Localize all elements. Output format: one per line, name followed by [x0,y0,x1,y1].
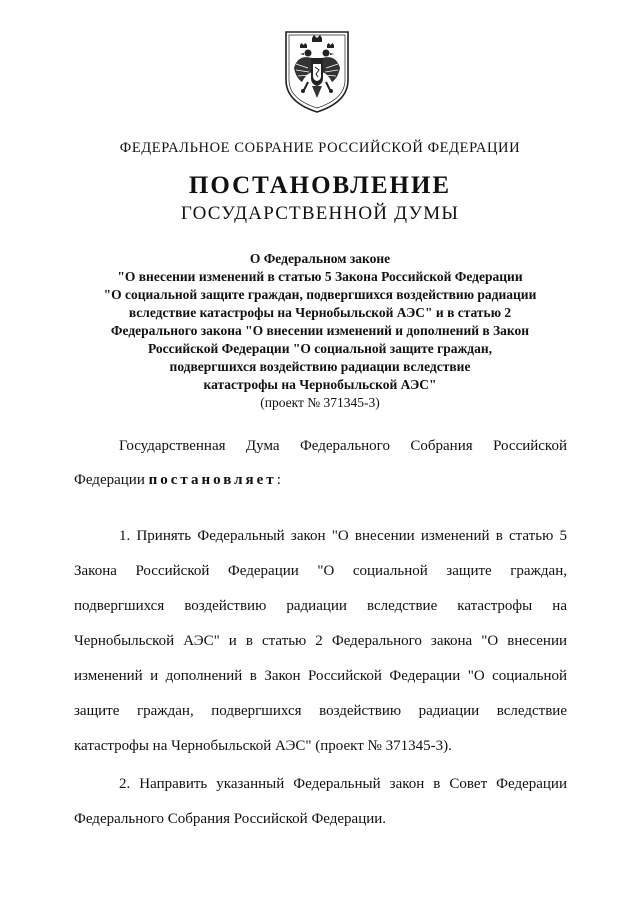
preamble-text: Федерации [74,472,149,488]
item-line: Закона Российской Федерации "О социальной защите граждан, [74,563,567,579]
document-subject [0,250,640,412]
colon: : [276,472,281,488]
preamble-line: Государственная Дума Федерального Собрания Российской [119,438,567,454]
item-line: Чернобыльской АЭС" и в статью 2 Федерального закона "О внесении [74,633,567,649]
document-issuer: ГОСУДАРСТВЕННОЙ ДУМЫ [180,203,460,224]
item-line: катастрофы на Чернобыльской АЭС" (проект № 371345-3). [74,738,452,754]
item-line: защите граждан, подвергшихся воздействию радиации вследствие [74,703,567,719]
item-line: подвергшихся воздействию радиации вследствие катастрофы на [74,598,567,614]
item-line: изменений и дополнений в Закон Российской Федерации "О социальной [74,668,567,684]
item-line: 1. Принять Федеральный закон "О внесении изменений в статью 5 [119,528,567,544]
subject-line: "О социальной защите граждан, подвергшихся воздействию радиации [103,287,537,302]
subject-line: "О внесении изменений в статью 5 Закона Российской Федерации [117,269,523,284]
item-line: 2. Направить указанный Федеральный закон в Совет Федерации [119,776,567,792]
russian-coat-of-arms-icon [282,28,352,114]
subject-line: О Федеральном законе [249,251,391,266]
subject-line: Российской Федерации "О социальной защите граждан, [147,341,493,356]
project-number: (проект № 371345-3) [260,395,380,410]
item-1 [74,528,567,758]
subject-line: Федерального закона "О внесении изменений и дополнений в Закон [110,323,530,338]
item-2 [74,776,567,831]
subject-line: катастрофы на Чернобыльской АЭС" [203,377,437,392]
subject-line: вследствие катастрофы на Чернобыльской АЭС" и в статью 2 [128,305,512,320]
subject-line: подвергшихся воздействию радиации вследствие [169,359,471,374]
document-type: ПОСТАНОВЛЕНИЕ [188,172,452,199]
preamble [74,438,567,458]
operative-verb: постановляет [148,472,277,488]
issuing-body: ФЕДЕРАЛЬНОЕ СОБРАНИЕ РОССИЙСКОЙ ФЕДЕРАЦИИ [119,140,521,156]
item-line: Федерального Собрания Российской Федерации. [74,811,387,827]
preamble-end [74,472,567,489]
